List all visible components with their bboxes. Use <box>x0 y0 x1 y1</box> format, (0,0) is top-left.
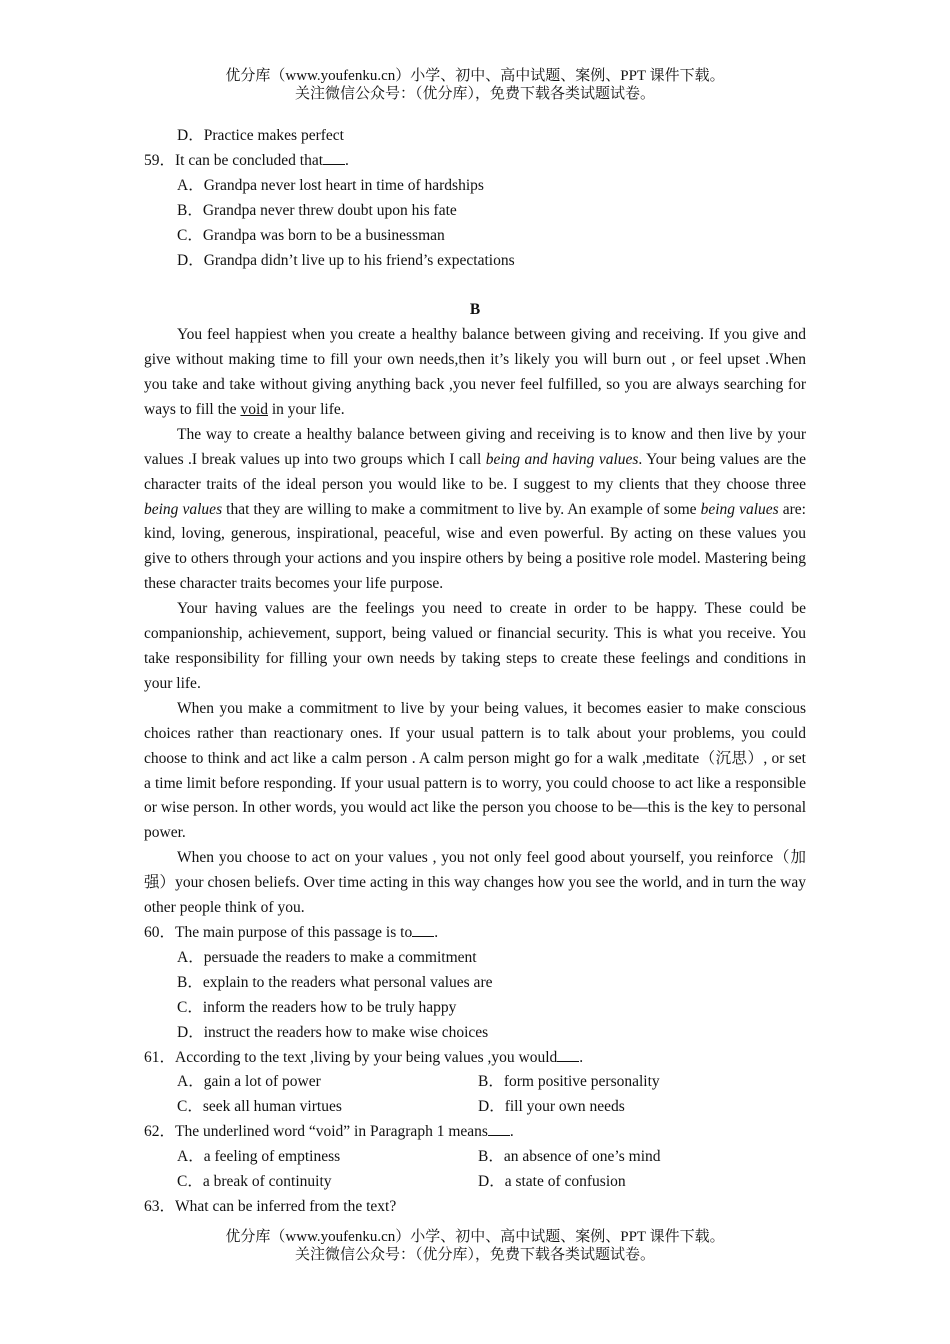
passage-paragraph-5: When you choose to act on your values , you not only feel good about yourself, you reinforce（加强）your chosen beliefs. Over time acting in this way changes how you see the world, and in turn the way other people think of you. <box>144 849 806 917</box>
question-61-options-row-2 <box>144 1095 806 1120</box>
question-62-options-row-1 <box>144 1145 806 1170</box>
answer-blank <box>323 150 345 165</box>
question-61-option-b: B．form positive personality <box>478 1073 660 1091</box>
answer-blank <box>557 1047 579 1062</box>
answer-blank <box>412 922 434 937</box>
question-59-option-a: A．Grandpa never lost heart in time of hardships <box>177 176 484 194</box>
passage <box>144 323 806 921</box>
header-line-1: 优分库（www.youfenku.cn）小学、初中、高中试题、案例、PPT 课件下载。 <box>225 68 725 84</box>
question-59-option-c: C．Grandpa was born to be a businessman <box>177 226 445 244</box>
document-body <box>144 124 806 1220</box>
passage-paragraph-1: You feel happiest when you create a healthy balance between giving and receiving. If you give and give without making time to fill your own needs,then it’s likely you will burn out , or feel upset .When you take and take without giving anything back ,you never feel fulfilled, so you are always searching for ways to fill the void in your life. <box>144 326 806 418</box>
question-60-stem: 60．The main purpose of this passage is to . <box>144 923 439 941</box>
question-59-option-d: D．Grandpa didn’t live up to his friend’s expectations <box>177 251 515 269</box>
question-62-option-c: C．a break of continuity <box>177 1173 332 1191</box>
question-59 <box>144 149 806 274</box>
header-line-2: 关注微信公众号：（优分库），免费下载各类试题试卷。 <box>294 86 655 102</box>
passage-paragraph-2: The way to create a healthy balance between giving and receiving is to know and then live by your values .I break values up into two groups which I call being and having values. Your being values are the character traits of the ideal person you would like to be. I suggest to my clients that they choose three being values that they are willing to make a commitment to live by. An example of some being values are: kind, loving, generous, inspirational, peaceful, wise and even powerful. By acting on these values you give to others through your actions and you inspire others by being a positive role model. Mastering being these character traits becomes your life purpose. <box>144 425 806 593</box>
question-62-stem: 62．The underlined word “void” in Paragraph 1 means . <box>144 1123 514 1141</box>
passage-paragraph-4: When you make a commitment to live by your being values, it becomes easier to make conscious choices rather than reactionary ones. If your usual pattern is to talk about your problems, you could choose to think and act like a calm person . A calm person might go for a walk ,meditate（沉思）, or set a time limit before responding. If your usual pattern is to worry, you could choose to act like a responsible or wise person. In other words, you would act like the person you choose to be—this is the key to personal power. <box>144 699 806 842</box>
question-60 <box>144 921 806 1046</box>
page-header <box>0 67 950 103</box>
question-63-stem: 63．What can be inferred from the text? <box>144 1197 397 1215</box>
question-59-option-b: B．Grandpa never threw doubt upon his fate <box>177 201 457 219</box>
question-62-options-row-2 <box>144 1170 806 1195</box>
question-61 <box>144 1046 806 1121</box>
question-62-option-a: A．a feeling of emptiness <box>177 1148 341 1166</box>
question-60-option-a: A．persuade the readers to make a commitment <box>177 948 477 966</box>
question-62-option-d: D．a state of confusion <box>478 1173 626 1191</box>
footer-line-2: 关注微信公众号：（优分库），免费下载各类试题试卷。 <box>294 1247 655 1263</box>
question-59-stem: 59．It can be concluded that . <box>144 151 349 169</box>
question-60-option-d: D．instruct the readers how to make wise choices <box>177 1023 489 1041</box>
question-60-option-c: C．inform the readers how to be truly happy <box>177 998 457 1016</box>
question-61-option-d: D．fill your own needs <box>478 1098 625 1116</box>
section-title: B <box>469 301 481 319</box>
question-62-option-b: B．an absence of one’s mind <box>478 1148 661 1166</box>
page-footer <box>0 1228 950 1264</box>
question-61-stem: 61．According to the text ,living by your being values ,you would . <box>144 1048 584 1066</box>
answer-blank <box>488 1121 510 1136</box>
underlined-word: void <box>240 400 268 418</box>
passage-paragraph-3: Your having values are the feelings you need to create in order to be happy. These could be companionship, achievement, support, being valued or financial security. This is what you receive. You take responsibility for filling your own needs by taking steps to create these feelings and conditions in your life. <box>144 600 806 692</box>
footer-line-1: 优分库（www.youfenku.cn）小学、初中、高中试题、案例、PPT 课件下载。 <box>225 1229 725 1245</box>
question-61-options-row-1 <box>144 1070 806 1095</box>
question-61-option-c: C．seek all human virtues <box>177 1098 342 1116</box>
question-60-option-b: B．explain to the readers what personal values are <box>177 973 493 991</box>
question-61-option-a: A．gain a lot of power <box>177 1073 321 1091</box>
question-62 <box>144 1120 806 1195</box>
prev-option-d: D．Practice makes perfect <box>177 127 344 144</box>
